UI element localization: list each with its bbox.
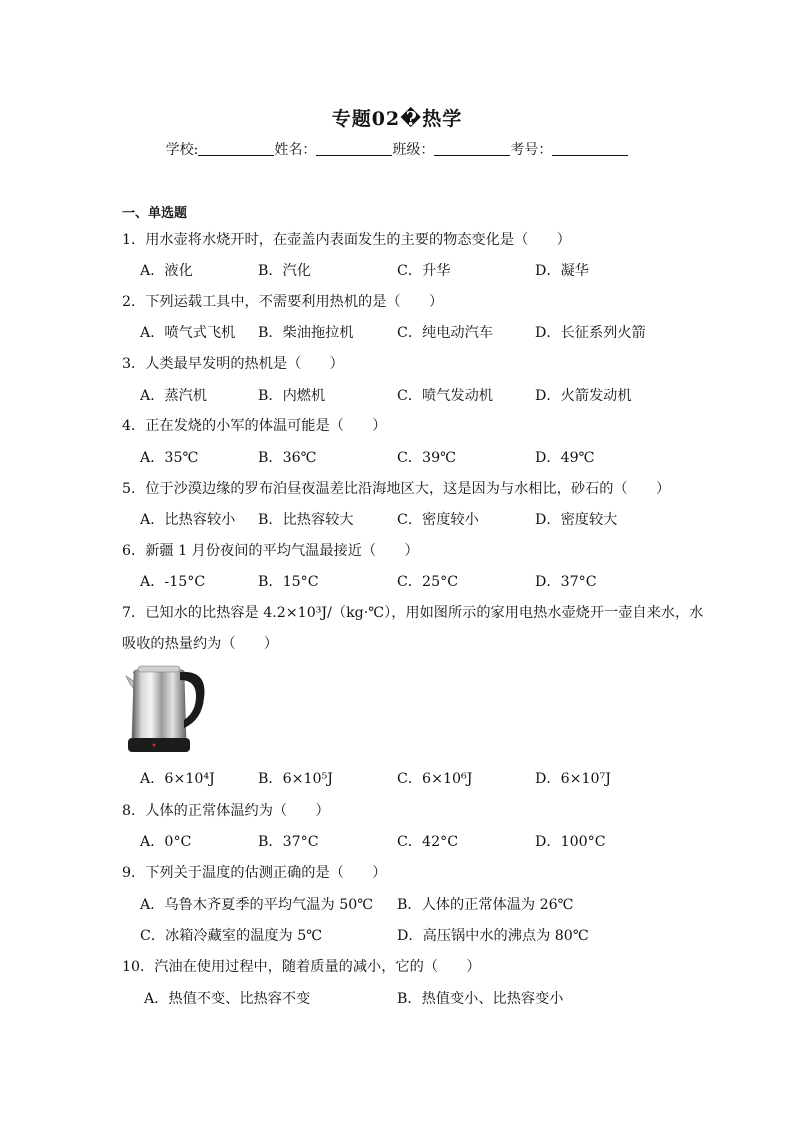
question-9-option-b: B．人体的正常体温为 26℃ [397, 897, 574, 913]
question-7-stem: 7．已知水的比热容是 4.2×10³J/（kg·℃），用如图所示的家用电热水壶烧开一壶自来水，水 [122, 605, 704, 621]
class-label: 班级： [392, 142, 435, 158]
question-7-option-d: D．6×10⁷J [535, 771, 611, 787]
question-3-option-b: B．内燃机 [258, 388, 326, 404]
question-3-option-d: D．火箭发动机 [535, 388, 632, 404]
question-2-stem: 2．下列运载工具中，不需要利用热机的是（ ） [122, 294, 444, 310]
question-5-stem: 5．位于沙漠边缘的罗布泊昼夜温差比沿海地区大，这是因为与水相比，砂石的（ ） [122, 481, 671, 497]
question-4-stem: 4．正在发烧的小军的体温可能是（ ） [122, 418, 387, 434]
question-1-stem: 1．用水壶将水烧开时，在壶盖内表面发生的主要的物态变化是（ ） [122, 232, 571, 248]
exam-no-blank[interactable] [552, 141, 628, 156]
exam-no-label: 考号： [510, 142, 553, 158]
question-1-option-a: A．液化 [140, 263, 193, 279]
question-4-option-c: C．39℃ [397, 450, 456, 466]
question-9-stem: 9．下列关于温度的估测正确的是（ ） [122, 865, 387, 881]
question-2-option-d: D．长征系列火箭 [535, 325, 646, 341]
question-5-option-d: D．密度较大 [535, 512, 618, 528]
question-9-option-c: C．冰箱冷藏室的温度为 5℃ [140, 928, 323, 944]
question-10-stem: 10．汽油在使用过程中，随着质量的减小，它的（ ） [122, 959, 481, 975]
question-1-option-b: B．汽化 [258, 263, 311, 279]
question-4-option-b: B．36℃ [258, 450, 317, 466]
question-1-option-c: C．升华 [397, 263, 451, 279]
question-9-option-d: D．高压锅中水的沸点为 80℃ [397, 928, 589, 944]
question-6-option-c: C．25°C [397, 574, 459, 590]
question-6-stem: 6．新疆 1 月份夜间的平均气温最接近（ ） [122, 543, 419, 559]
question-3-option-a: A．蒸汽机 [140, 388, 207, 404]
question-7-option-a: A．6×10⁴J [140, 771, 215, 787]
question-9-option-a: A．乌鲁木齐夏季的平均气温为 50℃ [140, 897, 374, 913]
question-5-option-b: B．比热容较大 [258, 512, 354, 528]
question-5-option-c: C．密度较小 [397, 512, 479, 528]
question-10-option-b: B．热值变小、比热容变小 [397, 991, 564, 1007]
question-6-option-d: D．37°C [535, 574, 597, 590]
question-3-option-c: C．喷气发动机 [397, 388, 493, 404]
question-8-option-d: D．100°C [535, 834, 606, 850]
section-heading: 一、单选题 [122, 206, 188, 221]
school-label: 学校: [165, 142, 199, 158]
name-blank[interactable] [316, 141, 392, 156]
class-blank[interactable] [434, 141, 510, 156]
question-5-option-a: A．比热容较小 [140, 512, 236, 528]
name-label: 姓名： [274, 142, 317, 158]
question-4-option-a: A．35℃ [140, 450, 199, 466]
question-2-option-b: B．柴油拖拉机 [258, 325, 354, 341]
question-7-stem-continued: 吸收的热量约为（ ） [122, 636, 279, 652]
question-1-option-d: D．凝华 [535, 263, 589, 279]
question-10-option-a: A．热值不变、比热容不变 [144, 991, 311, 1007]
question-8-option-b: B．37°C [258, 834, 319, 850]
electric-kettle-image [124, 662, 208, 756]
page-title: 专题02�热学 [331, 108, 463, 130]
question-8-option-a: A．0°C [140, 834, 192, 850]
question-2-option-a: A．喷气式飞机 [140, 325, 236, 341]
question-6-option-a: A．-15°C [140, 574, 206, 590]
student-info-line [0, 139, 794, 159]
question-8-stem: 8．人体的正常体温约为（ ） [122, 803, 330, 819]
question-2-option-c: C．纯电动汽车 [397, 325, 493, 341]
question-4-option-d: D．49℃ [535, 450, 595, 466]
question-7-option-c: C．6×10⁶J [397, 771, 473, 787]
question-6-option-b: B．15°C [258, 574, 319, 590]
school-blank[interactable] [198, 141, 274, 156]
question-3-stem: 3．人类最早发明的热机是（ ） [122, 356, 344, 372]
question-8-option-c: C．42°C [397, 834, 459, 850]
question-7-option-b: B．6×10⁵J [258, 771, 333, 787]
